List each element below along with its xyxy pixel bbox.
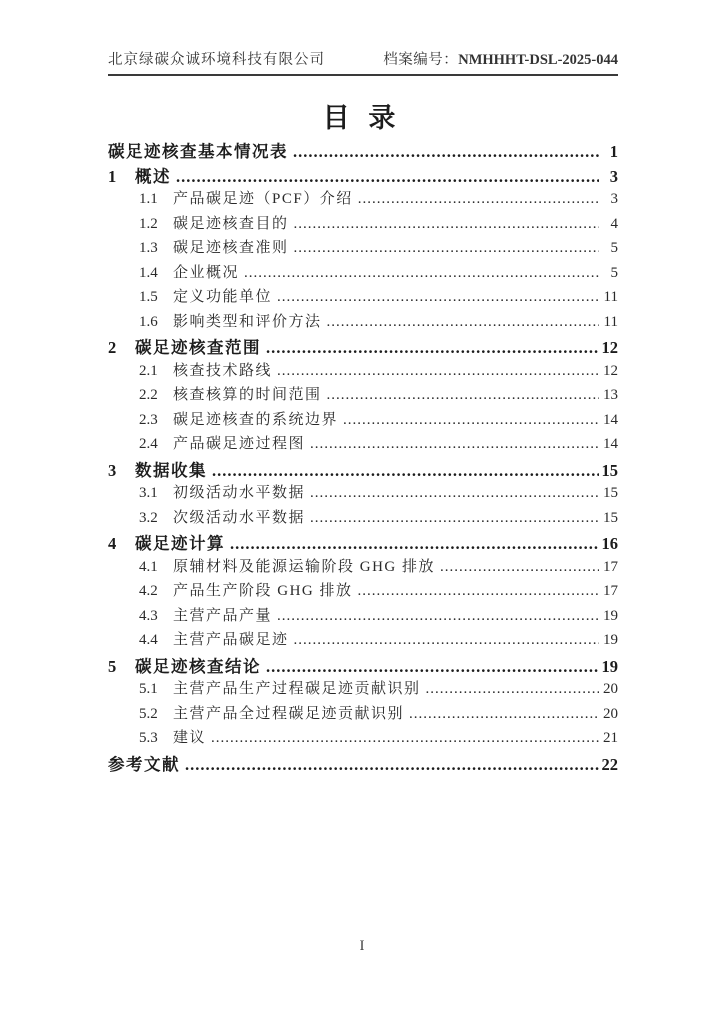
toc-entry-number: 5 bbox=[108, 656, 117, 676]
toc-entry-number: 4 bbox=[108, 534, 117, 553]
toc-entry-number: 1.5 bbox=[139, 289, 158, 305]
toc-entry-number: 2.1 bbox=[139, 362, 158, 379]
toc-leader-dots bbox=[343, 412, 599, 429]
toc-entry-label: 参考文献 bbox=[108, 754, 180, 774]
toc-entry[interactable] bbox=[108, 653, 618, 678]
toc-entry[interactable] bbox=[108, 579, 618, 604]
toc-leader-dots bbox=[211, 730, 599, 747]
toc-entry[interactable] bbox=[108, 628, 618, 653]
toc-entry-label: 碳足迹核查范围 bbox=[135, 338, 261, 357]
toc-entry[interactable] bbox=[108, 236, 618, 261]
toc-leader-dots bbox=[294, 632, 599, 649]
toc-entry[interactable] bbox=[108, 310, 618, 335]
toc-entry-label: 次级活动水平数据 bbox=[173, 509, 306, 526]
toc-entry-number: 5.3 bbox=[139, 730, 158, 746]
toc-entry-page: 19 bbox=[601, 656, 618, 676]
toc-entry-page: 3 bbox=[609, 166, 618, 186]
toc-entry[interactable] bbox=[108, 751, 618, 776]
toc-entry[interactable] bbox=[108, 261, 618, 286]
toc-entry-label: 影响类型和评价方法 bbox=[173, 313, 322, 330]
toc-entry-page: 20 bbox=[603, 705, 618, 722]
toc-entry-page: 19 bbox=[603, 632, 618, 648]
toc-entry-page: 13 bbox=[603, 387, 618, 403]
toc-entry-number: 3.2 bbox=[139, 509, 158, 526]
toc-leader-dots bbox=[358, 191, 599, 208]
toc-entry-page: 11 bbox=[603, 313, 618, 330]
toc-entry-page: 12 bbox=[601, 338, 618, 357]
file-number bbox=[383, 48, 618, 69]
toc-entry-page: 17 bbox=[603, 558, 618, 575]
toc-entry-label: 主营产品全过程碳足迹贡献识别 bbox=[173, 705, 405, 722]
toc-entry-number: 1.6 bbox=[139, 313, 158, 330]
toc-entry-number: 1.1 bbox=[139, 191, 158, 207]
toc-entry-page: 12 bbox=[603, 362, 618, 379]
toc-leader-dots bbox=[277, 363, 599, 380]
toc-entry-page: 17 bbox=[603, 583, 618, 599]
toc-entry-label: 数据收集 bbox=[135, 460, 207, 480]
toc-leader-dots bbox=[426, 681, 599, 698]
toc-entry-number: 4.2 bbox=[139, 583, 158, 599]
toc-entry-label: 产品碳足迹（PCF）介绍 bbox=[173, 191, 353, 207]
toc-leader-dots bbox=[310, 510, 599, 527]
toc-entry[interactable] bbox=[108, 457, 618, 482]
toc-entry-label: 碳足迹核查目的 bbox=[173, 215, 289, 232]
toc-entry[interactable] bbox=[108, 604, 618, 629]
toc-entry-label: 产品生产阶段 GHG 排放 bbox=[173, 583, 353, 599]
toc-entry-label: 概述 bbox=[135, 166, 171, 186]
toc-entry-number: 2 bbox=[108, 338, 117, 357]
toc-entry-page: 20 bbox=[603, 681, 618, 697]
toc-entry-number: 4.1 bbox=[139, 558, 158, 575]
toc-entry[interactable] bbox=[108, 359, 618, 384]
toc-entry-label: 初级活动水平数据 bbox=[173, 485, 306, 501]
toc-entry[interactable] bbox=[108, 530, 618, 555]
toc-entry-number: 1 bbox=[108, 166, 117, 186]
toc-entry[interactable] bbox=[108, 383, 618, 408]
toc-leader-dots bbox=[176, 167, 599, 187]
toc-leader-dots bbox=[244, 265, 599, 282]
toc-leader-dots bbox=[440, 559, 599, 576]
toc-entry-page: 14 bbox=[603, 411, 618, 428]
toc-leader-dots bbox=[293, 142, 599, 162]
toc-leader-dots bbox=[277, 608, 599, 625]
toc-entry-label: 核查核算的时间范围 bbox=[173, 387, 322, 403]
toc-entry-page: 5 bbox=[610, 240, 618, 256]
toc-entry-page: 16 bbox=[601, 534, 618, 553]
toc-entry-label: 碳足迹核查结论 bbox=[135, 656, 261, 676]
company-name: 北京绿碳众诚环境科技有限公司 bbox=[108, 52, 325, 68]
toc-entry[interactable] bbox=[108, 138, 618, 163]
toc-leader-dots bbox=[358, 583, 600, 600]
toc-leader-dots bbox=[327, 314, 599, 331]
toc-leader-dots bbox=[294, 240, 599, 257]
toc-entry[interactable] bbox=[108, 212, 618, 237]
toc-entry[interactable] bbox=[108, 506, 618, 531]
toc-entry[interactable] bbox=[108, 677, 618, 702]
page-number: I bbox=[359, 938, 365, 954]
toc-leader-dots bbox=[230, 534, 599, 554]
toc-entry-number: 1.3 bbox=[139, 240, 158, 256]
toc-entry-number: 4.4 bbox=[139, 632, 158, 648]
toc-leader-dots bbox=[327, 387, 599, 404]
file-number-label: 档案编号： bbox=[383, 52, 459, 68]
toc-entry-page: 11 bbox=[603, 289, 618, 305]
toc-entry-label: 定义功能单位 bbox=[173, 289, 273, 305]
page-footer bbox=[0, 938, 724, 955]
toc-entry-page: 21 bbox=[603, 730, 618, 746]
toc-entry-number: 5.1 bbox=[139, 681, 158, 697]
file-number-value: NMHHHT-DSL-2025-044 bbox=[458, 52, 618, 68]
toc-entry-page: 22 bbox=[601, 754, 618, 774]
toc-entry-number: 2.2 bbox=[139, 387, 158, 403]
toc-entry-label: 主营产品产量 bbox=[173, 607, 273, 624]
toc-entry-label: 碳足迹核查基本情况表 bbox=[108, 142, 288, 161]
toc-leader-dots bbox=[294, 216, 599, 233]
toc-leader-dots bbox=[266, 657, 599, 677]
toc-entry-number: 4.3 bbox=[139, 607, 158, 624]
toc-entry[interactable] bbox=[108, 285, 618, 310]
toc-entry-page: 19 bbox=[603, 607, 618, 624]
toc-title: 目 录 bbox=[322, 103, 402, 133]
toc-entry[interactable] bbox=[108, 702, 618, 727]
toc-entry-label: 主营产品生产过程碳足迹贡献识别 bbox=[173, 681, 421, 697]
toc-entry[interactable] bbox=[108, 334, 618, 359]
toc-entry-number: 3.1 bbox=[139, 485, 158, 501]
toc-leader-dots bbox=[266, 338, 599, 358]
toc-entry[interactable] bbox=[108, 726, 618, 751]
toc-entry-label: 碳足迹核查的系统边界 bbox=[173, 411, 339, 428]
toc-leader-dots bbox=[212, 461, 599, 481]
toc-leader-dots bbox=[310, 436, 599, 453]
toc-entry-page: 14 bbox=[603, 436, 618, 452]
toc-entry-label: 原辅材料及能源运输阶段 GHG 排放 bbox=[173, 558, 435, 575]
toc-entry-page: 4 bbox=[610, 215, 618, 232]
toc-entry[interactable] bbox=[108, 187, 618, 212]
page-header bbox=[108, 48, 618, 76]
toc-entry-number: 3 bbox=[108, 460, 117, 480]
toc-entry[interactable] bbox=[108, 481, 618, 506]
toc-entry-page: 15 bbox=[603, 509, 618, 526]
toc-entry-label: 企业概况 bbox=[173, 264, 240, 281]
toc-entry-number: 2.4 bbox=[139, 436, 158, 452]
toc-entry-page: 15 bbox=[603, 485, 618, 501]
toc-list bbox=[108, 138, 618, 775]
toc-entry-number: 5.2 bbox=[139, 705, 158, 722]
toc-entry-number: 1.4 bbox=[139, 264, 158, 281]
toc-entry[interactable] bbox=[108, 432, 618, 457]
toc-leader-dots bbox=[277, 289, 599, 306]
toc-entry-label: 核查技术路线 bbox=[173, 362, 273, 379]
toc-entry-page: 15 bbox=[601, 460, 618, 480]
toc-entry-label: 建议 bbox=[173, 730, 207, 746]
toc-leader-dots bbox=[310, 485, 599, 502]
toc-entry-page: 3 bbox=[610, 191, 618, 207]
toc-entry-label: 碳足迹核查准则 bbox=[173, 240, 289, 256]
toc-entry-number: 1.2 bbox=[139, 215, 158, 232]
toc-entry[interactable] bbox=[108, 555, 618, 580]
toc-entry-label: 碳足迹计算 bbox=[135, 534, 225, 553]
toc-entry-label: 产品碳足迹过程图 bbox=[173, 436, 306, 452]
toc-entry[interactable] bbox=[108, 408, 618, 433]
toc-entry-page: 5 bbox=[610, 264, 618, 281]
toc-leader-dots bbox=[185, 755, 599, 775]
toc-entry-page: 1 bbox=[609, 142, 618, 161]
toc-entry[interactable] bbox=[108, 163, 618, 188]
toc-leader-dots bbox=[409, 706, 599, 723]
toc-entry-number: 2.3 bbox=[139, 411, 158, 428]
toc-entry-label: 主营产品碳足迹 bbox=[173, 632, 289, 648]
